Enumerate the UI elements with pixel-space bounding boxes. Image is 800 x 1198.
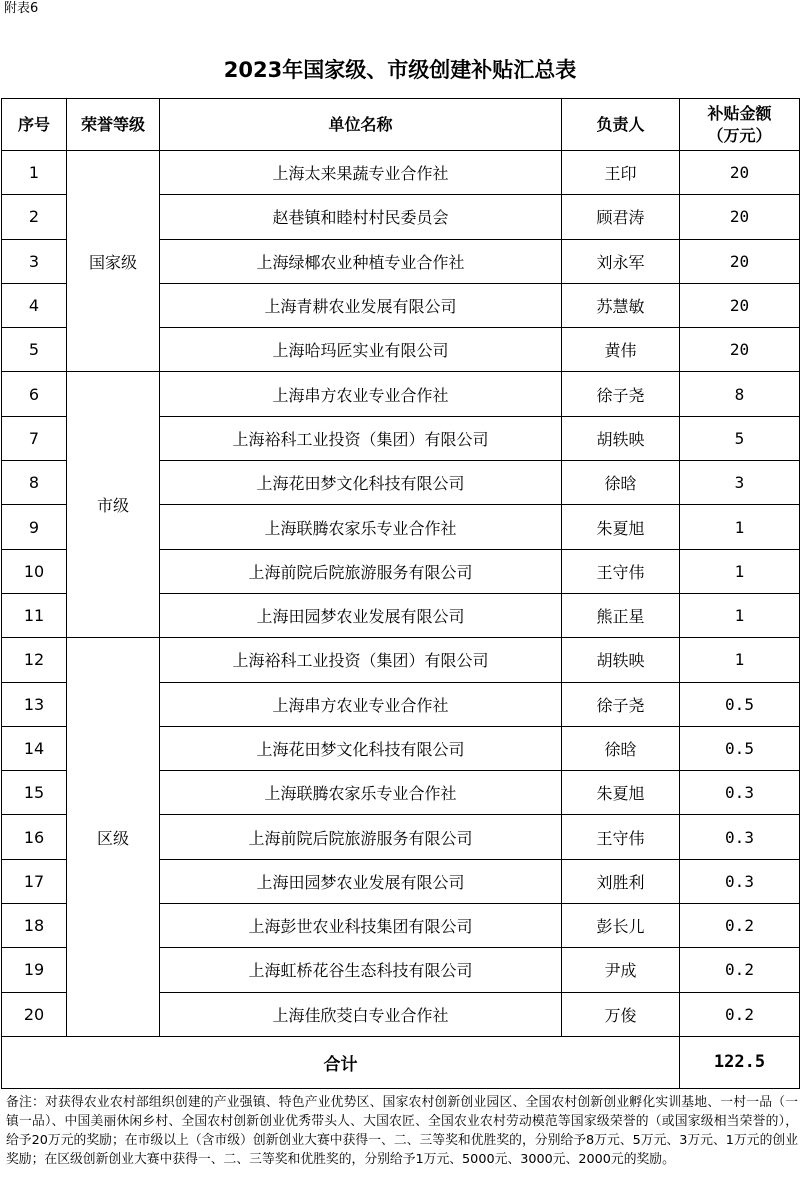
person-in-charge-cell: 熊正星 [562, 593, 680, 637]
row-index: 2 [2, 195, 67, 239]
row-index: 13 [2, 682, 67, 726]
unit-name-cell: 上海串方农业专业合作社 [160, 682, 562, 726]
row-index: 6 [2, 372, 67, 416]
unit-name-cell: 上海绿椰农业种植专业合作社 [160, 239, 562, 283]
subsidy-amount-cell: 0.5 [680, 726, 800, 770]
total-value: 122.5 [680, 1036, 800, 1088]
person-in-charge-cell: 黄伟 [562, 328, 680, 372]
row-index: 12 [2, 638, 67, 682]
person-in-charge-cell: 徐晗 [562, 726, 680, 770]
row-index: 17 [2, 859, 67, 903]
row-index: 11 [2, 593, 67, 637]
row-index: 16 [2, 815, 67, 859]
unit-name-cell: 上海裕科工业投资（集团）有限公司 [160, 416, 562, 460]
person-in-charge-cell: 朱夏旭 [562, 505, 680, 549]
person-in-charge-cell: 胡轶映 [562, 416, 680, 460]
unit-name-cell: 赵巷镇和睦村村民委员会 [160, 195, 562, 239]
person-in-charge-cell: 胡轶映 [562, 638, 680, 682]
row-index: 20 [2, 992, 67, 1036]
subsidy-summary-table [1, 98, 800, 1089]
subsidy-amount-cell: 20 [680, 283, 800, 327]
header-amount-line2: （万元） [707, 125, 772, 145]
header-row [2, 99, 800, 151]
row-index: 19 [2, 948, 67, 992]
subsidy-amount-cell: 20 [680, 151, 800, 195]
unit-name-cell: 上海花田梦文化科技有限公司 [160, 726, 562, 770]
unit-name-cell: 上海田园梦农业发展有限公司 [160, 859, 562, 903]
person-in-charge-cell: 徐子尧 [562, 682, 680, 726]
unit-name-cell: 上海前院后院旅游服务有限公司 [160, 815, 562, 859]
unit-name-cell: 上海裕科工业投资（集团）有限公司 [160, 638, 562, 682]
row-index: 7 [2, 416, 67, 460]
header-unit-name: 单位名称 [160, 99, 562, 151]
row-index: 18 [2, 904, 67, 948]
person-in-charge-cell: 彭长儿 [562, 904, 680, 948]
unit-name-cell: 上海虹桥花谷生态科技有限公司 [160, 948, 562, 992]
unit-name-cell: 上海青耕农业发展有限公司 [160, 283, 562, 327]
total-label: 合计 [2, 1036, 680, 1088]
honor-level-cell: 国家级 [67, 151, 160, 372]
row-index: 3 [2, 239, 67, 283]
person-in-charge-cell: 顾君涛 [562, 195, 680, 239]
subsidy-amount-cell: 1 [680, 638, 800, 682]
subsidy-amount-cell: 1 [680, 593, 800, 637]
subsidy-amount-cell: 3 [680, 461, 800, 505]
honor-level-cell: 市级 [67, 372, 160, 638]
table-body [2, 151, 800, 1037]
table-row [2, 372, 800, 416]
row-index: 8 [2, 461, 67, 505]
honor-level-cell: 区级 [67, 638, 160, 1037]
unit-name-cell: 上海田园梦农业发展有限公司 [160, 593, 562, 637]
person-in-charge-cell: 王守伟 [562, 815, 680, 859]
subsidy-amount-cell: 20 [680, 195, 800, 239]
subsidy-amount-cell: 0.3 [680, 815, 800, 859]
subsidy-amount-cell: 1 [680, 549, 800, 593]
row-index: 9 [2, 505, 67, 549]
row-index: 1 [2, 151, 67, 195]
document-title: 2023年国家级、市级创建补贴汇总表 [223, 58, 577, 82]
header-honor-level: 荣誉等级 [67, 99, 160, 151]
subsidy-amount-cell: 0.2 [680, 948, 800, 992]
table-row [2, 151, 800, 195]
header-index: 序号 [2, 99, 67, 151]
person-in-charge-cell: 徐晗 [562, 461, 680, 505]
person-in-charge-cell: 尹成 [562, 948, 680, 992]
subsidy-amount-cell: 0.2 [680, 992, 800, 1036]
subsidy-amount-cell: 20 [680, 239, 800, 283]
subsidy-amount-cell: 8 [680, 372, 800, 416]
person-in-charge-cell: 徐子尧 [562, 372, 680, 416]
row-index: 10 [2, 549, 67, 593]
subsidy-amount-cell: 5 [680, 416, 800, 460]
unit-name-cell: 上海联腾农家乐专业合作社 [160, 505, 562, 549]
person-in-charge-cell: 万俊 [562, 992, 680, 1036]
person-in-charge-cell: 王守伟 [562, 549, 680, 593]
row-index: 14 [2, 726, 67, 770]
person-in-charge-cell: 朱夏旭 [562, 771, 680, 815]
unit-name-cell: 上海太来果蔬专业合作社 [160, 151, 562, 195]
person-in-charge-cell: 苏慧敏 [562, 283, 680, 327]
unit-name-cell: 上海彭世农业科技集团有限公司 [160, 904, 562, 948]
unit-name-cell: 上海哈玛匠实业有限公司 [160, 328, 562, 372]
unit-name-cell: 上海前院后院旅游服务有限公司 [160, 549, 562, 593]
row-index: 15 [2, 771, 67, 815]
unit-name-cell: 上海串方农业专业合作社 [160, 372, 562, 416]
header-amount-line1: 补贴金额 [707, 103, 772, 123]
subsidy-amount-cell: 0.2 [680, 904, 800, 948]
unit-name-cell: 上海佳欣茭白专业合作社 [160, 992, 562, 1036]
person-in-charge-cell: 刘胜利 [562, 859, 680, 903]
total-row [2, 1036, 800, 1088]
subsidy-amount-cell: 1 [680, 505, 800, 549]
row-index: 4 [2, 283, 67, 327]
person-in-charge-cell: 王印 [562, 151, 680, 195]
table-row [2, 638, 800, 682]
footnote: 备注：对获得农业农村部组织创建的产业强镇、特色产业优势区、国家农村创新创业园区、全国农村创新创业孵化实训基地、一村一品（一镇一品）、中国美丽休闲乡村、全国农村创新创业优秀带头人、大国农匠、全国农业农村劳动模范等国家级荣誉的（或国家级相当荣誉的），给予20万元的奖励；在市级以上（含市级）创新创业大赛中获得一、二、三等奖和优胜奖的，分别给予8万元、5万元、3万元、1万元的创业奖励；在区级创新创业大赛中获得一、二、三等奖和优胜奖的，分别给予1万元、5000元、3000元、2000元的奖励。 [6, 1095, 798, 1167]
table-header [2, 99, 800, 151]
row-index: 5 [2, 328, 67, 372]
subsidy-amount-cell: 20 [680, 328, 800, 372]
person-in-charge-cell: 刘永军 [562, 239, 680, 283]
subsidy-amount-cell: 0.5 [680, 682, 800, 726]
unit-name-cell: 上海联腾农家乐专业合作社 [160, 771, 562, 815]
appendix-label: 附表6 [4, 1, 39, 16]
table-footer [2, 1036, 800, 1088]
unit-name-cell: 上海花田梦文化科技有限公司 [160, 461, 562, 505]
subsidy-amount-cell: 0.3 [680, 859, 800, 903]
subsidy-amount-cell: 0.3 [680, 771, 800, 815]
header-person-in-charge: 负责人 [562, 99, 680, 151]
header-subsidy-amount [680, 99, 800, 151]
